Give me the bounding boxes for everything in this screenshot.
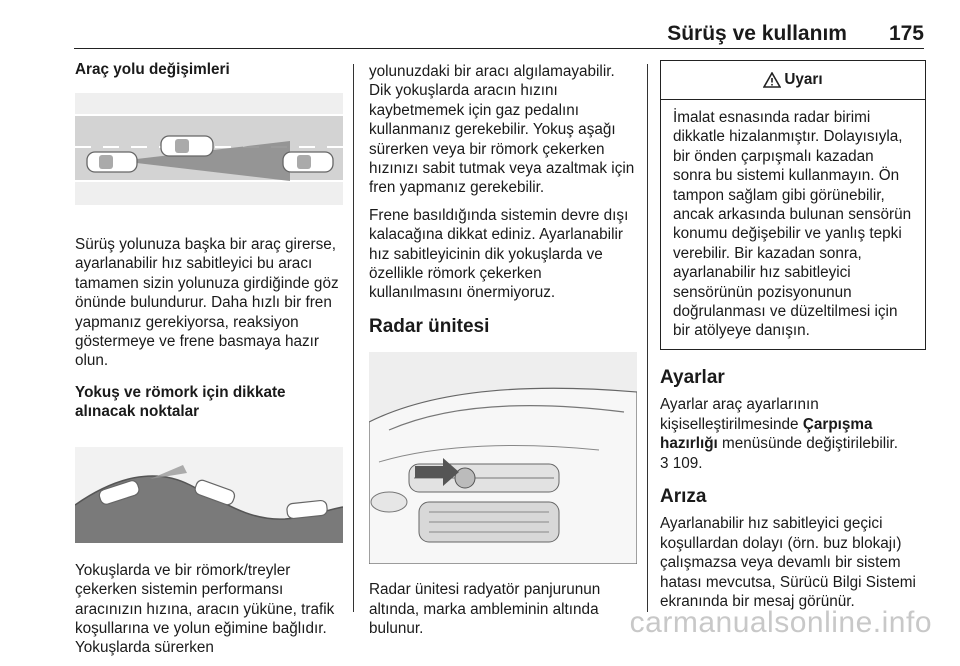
paragraph-settings [660, 395, 926, 473]
settings-text-pre: Ayarlar araç ayarlarının kişiselleştirilmesinde [660, 396, 819, 433]
warning-box [660, 60, 926, 350]
paragraph: Radar ünitesi radyatör panjurunun altında, marka ambleminin altında bulunur. [369, 581, 601, 638]
section-heading-radar: Radar ünitesi [369, 315, 490, 337]
warning-header [661, 61, 925, 100]
warning-text: İmalat esnasında radar birimi dikkatle hizalanmıştır. Dolayısıyla, bir önden çarpışmalı kazadan sonra bu sistemi kullanmayın. Ön tampon sağlam gibi görünebilir, ancak arkasında bulunan sensörün konumu değişebilir ve yanlış tepki verebilir. Bir kazadan sonra, ayarlanabilir hız sabitleyici sensörünün pozisyonunun doğrulanması ve düzeltilmesi için bir atölyeye danışın. [673, 109, 912, 340]
lane-change-illustration [75, 93, 343, 205]
section-heading-lane-change: Araç yolu değişimleri [75, 61, 230, 78]
page-header [667, 22, 924, 46]
column-3 [660, 60, 926, 619]
page-number: 175 [888, 22, 924, 45]
column-divider [647, 64, 648, 612]
menu-name-collision-prep: Çarpışma hazırlığı [660, 415, 873, 453]
page-reference: 3 109. [660, 454, 703, 472]
section-heading-fault: Arıza [660, 485, 707, 507]
paragraph: Frene basıldığında sistemin devre dışı kalacağına dikkat ediniz. Ayarlanabilir hız sabitleyicinin dik yokuşlarda ve özellikle römork çekerken kullanılmasını önermiyoruz. [369, 206, 629, 302]
warning-triangle-icon [763, 72, 781, 88]
paragraph: Yokuşlarda ve bir römork/treyler çekerken sistemin performansı aracınızın hızına, aracın yüküne, trafik koşullarına ve yolun eğimine bağlıdır. Yokuşlarda sürerken [75, 561, 335, 657]
section-heading-slopes: Yokuş ve römork için dikkate alınacak noktalar [75, 383, 286, 420]
paragraph: Ayarlanabilir hız sabitleyici geçici koşullardan dolayı (örn. buz blokajı) çalışmazsa veya devamlı bir sistem hatası mevcutsa, Sürücü Bilgi Sistemi ekranında bir mesaj görünür. [660, 515, 916, 610]
section-heading-settings: Ayarlar [660, 366, 725, 388]
column-divider [353, 64, 354, 612]
slope-trailer-illustration [75, 447, 343, 543]
watermark: carmanualsonline.info [629, 606, 932, 639]
header-rule [74, 48, 924, 49]
radar-unit-illustration [369, 352, 637, 564]
paragraph: yolunuzdaki bir aracı algılamayabilir. Dik yokuşlarda aracın hızını kaybetmemek için gaz pedalını kullanmanız gerekebilir. Yokuş aşağı sürerken veya bir römork çekerken hızınızı sabit tutmak veya azaltmak için fren yapmanız gerekebilir. [369, 63, 635, 197]
settings-text-post: menüsünde değiştirilebilir. [717, 435, 899, 453]
warning-title: Uyarı [784, 71, 823, 89]
header-title: Sürüş ve kullanım [667, 22, 847, 45]
paragraph: Sürüş yolunuza başka bir araç girerse, ayarlanabilir hız sabitleyici bu aracı tamamen sizin yolunuza girdiğinde göz önünde bulundurur. Daha hızlı bir fren yapmanız gerekiyorsa, reaksiyon göstermeye ve frene basmaya hazır olun. [75, 236, 339, 370]
column-1 [75, 60, 343, 666]
column-2 [369, 62, 637, 647]
